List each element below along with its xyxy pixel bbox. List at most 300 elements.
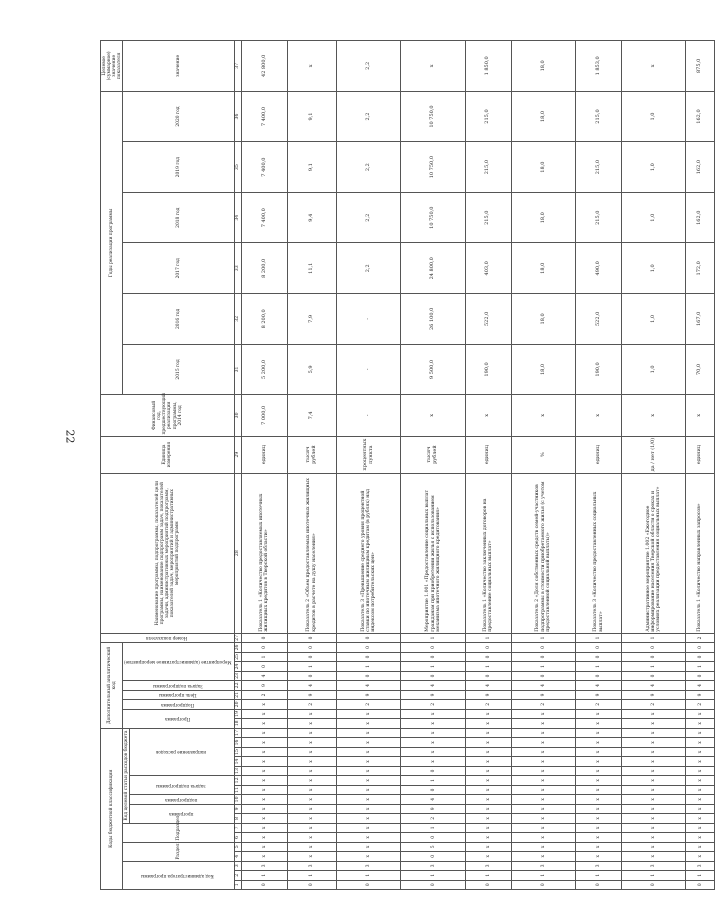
year-value: 5,9 bbox=[287, 344, 336, 395]
code-cell: x bbox=[287, 709, 336, 718]
code-cell: 9 bbox=[401, 804, 466, 813]
year-value: 522,0 bbox=[466, 294, 512, 345]
year-value: 10 750,0 bbox=[401, 192, 466, 243]
code-cell: 0 bbox=[621, 671, 686, 680]
code-cell: x bbox=[511, 823, 576, 832]
code-cell: x bbox=[576, 833, 622, 842]
code-cell: x bbox=[621, 757, 686, 766]
podprogramma-header: подпрограмма bbox=[130, 795, 235, 804]
code-cell: x bbox=[401, 747, 466, 756]
code-cell: 0 bbox=[287, 652, 336, 661]
code-cell: 1 bbox=[466, 662, 512, 671]
code-cell: 0 bbox=[401, 643, 466, 653]
column-number: 14 bbox=[235, 758, 241, 765]
year-value: 167,0 bbox=[686, 294, 714, 345]
znachenie-header: значение bbox=[123, 41, 235, 92]
year-value: 875,0 bbox=[686, 41, 714, 92]
table-row bbox=[401, 41, 466, 890]
year-value: 70,0 bbox=[686, 344, 714, 395]
fin-year-value: x bbox=[576, 395, 622, 436]
code-cell: x bbox=[576, 842, 622, 851]
indicator-name: Показатель 2 «Доля собственных средств семей-участников подпрограммы в стоимости приобретаемого жилья (с учетом предоставленной социальной выплаты)» bbox=[511, 473, 576, 633]
year-value: 215,0 bbox=[576, 192, 622, 243]
code-cell: x bbox=[686, 852, 714, 861]
code-cell: x bbox=[336, 728, 401, 738]
code-cell: 1 bbox=[576, 662, 622, 671]
code-cell: x bbox=[511, 776, 576, 785]
fin-year-value: x bbox=[511, 395, 576, 436]
budget-codes-header: Коды бюджетной классификации bbox=[101, 728, 123, 889]
code-cell: 9 bbox=[287, 690, 336, 699]
column-number: 30 bbox=[234, 395, 241, 436]
code-cell: x bbox=[576, 728, 622, 738]
code-cell: x bbox=[401, 757, 466, 766]
fin-year-value: - bbox=[336, 395, 401, 436]
code-cell: 0 bbox=[621, 880, 686, 889]
napravlenie-header: направление расходов bbox=[130, 728, 235, 776]
year-value: 18,0 bbox=[511, 344, 576, 395]
code-cell: x bbox=[287, 852, 336, 861]
year-value: 18,0 bbox=[511, 192, 576, 243]
code-cell: 5 bbox=[401, 842, 466, 851]
code-cell: 0 bbox=[336, 880, 401, 889]
code-cell: x bbox=[511, 804, 576, 813]
code-cell: 2 bbox=[401, 814, 466, 823]
fin-year-value: x bbox=[401, 395, 466, 436]
code-cell: x bbox=[287, 757, 336, 766]
code-cell: x bbox=[511, 757, 576, 766]
code-cell: x bbox=[242, 833, 288, 842]
code-cell: x bbox=[336, 766, 401, 775]
code-cell: x bbox=[242, 804, 288, 813]
code-cell: x bbox=[511, 766, 576, 775]
code-cell: x bbox=[576, 852, 622, 861]
code-cell: x bbox=[621, 776, 686, 785]
code-cell: x bbox=[336, 738, 401, 747]
code-cell: x bbox=[686, 776, 714, 785]
code-cell: 3 bbox=[287, 861, 336, 870]
code-cell: x bbox=[466, 728, 512, 738]
code-cell: x bbox=[242, 766, 288, 775]
code-cell: 0 bbox=[686, 643, 714, 653]
code-cell: x bbox=[336, 776, 401, 785]
code-cell: x bbox=[621, 833, 686, 842]
code-cell: x bbox=[621, 719, 686, 728]
indicator-name: Мероприятие 1.001 «Предоставление социальных выплат гражданам при приобретении жилья с использованием механизма ипотечного жилищного кредитования» bbox=[401, 473, 466, 633]
year-value: 215,0 bbox=[466, 91, 512, 142]
code-cell: x bbox=[621, 785, 686, 794]
indicator-name: Показатель 3 «Количество предоставленных социальных выплат» bbox=[576, 473, 622, 633]
code-cell: x bbox=[621, 795, 686, 804]
code-cell: 2 bbox=[621, 700, 686, 709]
code-cell: 3 bbox=[336, 861, 401, 870]
code-cell: x bbox=[287, 842, 336, 851]
code-cell: 2 bbox=[576, 700, 622, 709]
code-cell: x bbox=[511, 738, 576, 747]
code-cell: x bbox=[466, 766, 512, 775]
year-value: - bbox=[336, 294, 401, 345]
column-number: 37 bbox=[234, 41, 241, 92]
code-cell: x bbox=[621, 852, 686, 861]
unit-cell: единиц bbox=[242, 436, 288, 473]
code-cell: x bbox=[686, 823, 714, 832]
indicator-name: Показатель 3 «Превышение среднего уровня процентной ставки по ипотечным жилищным кредитам (в рублях) над индексом потребительских цен» bbox=[336, 473, 401, 633]
column-number: 36 bbox=[234, 91, 241, 142]
code-cell: 3 bbox=[466, 861, 512, 870]
year-value: 18,0 bbox=[511, 41, 576, 92]
unit-cell: единиц bbox=[576, 436, 622, 473]
code-cell: 0 bbox=[621, 643, 686, 653]
code-cell: 0 bbox=[242, 633, 288, 642]
year-value: 2,2 bbox=[336, 192, 401, 243]
code-cell: x bbox=[621, 823, 686, 832]
code-cell: x bbox=[686, 814, 714, 823]
year-value: 9,1 bbox=[287, 142, 336, 193]
year-value: 403,0 bbox=[466, 243, 512, 294]
code-cell: x bbox=[511, 814, 576, 823]
code-cell: x bbox=[242, 842, 288, 851]
code-cell: x bbox=[401, 728, 466, 738]
code-cell: 1 bbox=[336, 871, 401, 880]
code-cell: 0 bbox=[336, 671, 401, 680]
code-cell: 0 bbox=[466, 643, 512, 653]
code-cell: x bbox=[336, 709, 401, 718]
header-row-1 bbox=[101, 41, 123, 890]
year-value: x bbox=[621, 41, 686, 92]
code-cell: 1 bbox=[466, 871, 512, 880]
code-cell: x bbox=[242, 814, 288, 823]
column-number: 31 bbox=[234, 344, 241, 395]
code-cell: x bbox=[686, 747, 714, 756]
year-value: 9,4 bbox=[287, 192, 336, 243]
column-number: 13 bbox=[235, 768, 241, 774]
column-number: 26 bbox=[235, 644, 241, 651]
code-cell: x bbox=[576, 795, 622, 804]
table-row bbox=[511, 41, 576, 890]
code-cell: x bbox=[287, 814, 336, 823]
code-cell: x bbox=[242, 728, 288, 738]
code-cell: x bbox=[686, 795, 714, 804]
code-cell: x bbox=[287, 738, 336, 747]
code-cell: 1 bbox=[401, 823, 466, 832]
year-value: 190,0 bbox=[576, 344, 622, 395]
code-cell: 0 bbox=[336, 643, 401, 653]
code-cell: x bbox=[686, 785, 714, 794]
table-row bbox=[242, 41, 288, 890]
code-cell: x bbox=[287, 795, 336, 804]
code-cell: x bbox=[576, 823, 622, 832]
code-cell: x bbox=[511, 785, 576, 794]
year-value: 24 800,0 bbox=[401, 243, 466, 294]
year-value: 7 400,0 bbox=[242, 91, 288, 142]
year-value: 1 853,0 bbox=[576, 41, 622, 92]
column-number: 34 bbox=[234, 192, 241, 243]
fin-year-header: Финансовый год, предшествующий реализации программы, 2014 год bbox=[101, 395, 235, 436]
code-cell: 2 bbox=[686, 700, 714, 709]
code-cell: x bbox=[621, 738, 686, 747]
indicators-table bbox=[100, 40, 715, 890]
year-value: 2,2 bbox=[336, 91, 401, 142]
code-cell: 0 bbox=[401, 880, 466, 889]
code-cell: x bbox=[466, 719, 512, 728]
code-cell: 1 bbox=[401, 871, 466, 880]
code-cell: 0 bbox=[287, 633, 336, 642]
code-cell: x bbox=[686, 804, 714, 813]
code-cell: x bbox=[287, 728, 336, 738]
code-cell: x bbox=[511, 842, 576, 851]
unit-cell: тысяч рублей bbox=[401, 436, 466, 473]
code-cell: 0 bbox=[401, 652, 466, 661]
code-cell: x bbox=[621, 728, 686, 738]
year-value: 162,0 bbox=[686, 142, 714, 193]
indicator-number-header: Номер показателя bbox=[101, 633, 235, 642]
code-cell: x bbox=[576, 814, 622, 823]
code-cell: 1 bbox=[686, 662, 714, 671]
column-number: 9 bbox=[234, 804, 241, 813]
code-cell: x bbox=[242, 776, 288, 785]
code-cell: 1 bbox=[576, 871, 622, 880]
code-cell: 1 bbox=[686, 871, 714, 880]
code-cell: x bbox=[466, 709, 512, 718]
code-cell: x bbox=[242, 757, 288, 766]
code-cell: 1 bbox=[511, 633, 576, 642]
code-cell: 0 bbox=[287, 671, 336, 680]
year-value: 18,0 bbox=[511, 142, 576, 193]
code-cell: 1 bbox=[621, 633, 686, 642]
code-cell: x bbox=[466, 833, 512, 842]
code-cell: 0 bbox=[336, 633, 401, 642]
code-cell: 0 bbox=[511, 652, 576, 661]
code-cell: x bbox=[336, 747, 401, 756]
code-cell: x bbox=[242, 700, 288, 709]
code-cell: x bbox=[511, 833, 576, 842]
year-value: 8 200,0 bbox=[242, 243, 288, 294]
code-cell: x bbox=[686, 728, 714, 738]
code-cell: x bbox=[576, 757, 622, 766]
code-cell: x bbox=[511, 709, 576, 718]
code-cell: 2 bbox=[401, 700, 466, 709]
code-cell: 0 bbox=[242, 880, 288, 889]
code-cell: 4 bbox=[401, 795, 466, 804]
code-cell: x bbox=[466, 795, 512, 804]
code-cell: 4 bbox=[401, 681, 466, 690]
y2019-header: 2019 год bbox=[123, 142, 235, 193]
column-number: 21 bbox=[235, 691, 241, 698]
code-cell: x bbox=[621, 709, 686, 718]
code-cell: x bbox=[686, 709, 714, 718]
code-cell: x bbox=[576, 776, 622, 785]
target-header: Целевое (суммарное) значение показателя bbox=[101, 41, 123, 92]
code-cell: 0 bbox=[576, 671, 622, 680]
code-cell: x bbox=[287, 785, 336, 794]
unit-cell: тысяч рублей bbox=[287, 436, 336, 473]
code-cell: x bbox=[466, 738, 512, 747]
code-cell: x bbox=[686, 842, 714, 851]
zad-header: Задача подпрограммы bbox=[123, 681, 235, 690]
code-cell: 0 bbox=[621, 652, 686, 661]
code-cell: 1 bbox=[401, 776, 466, 785]
code-cell: 3 bbox=[576, 861, 622, 870]
code-cell: x bbox=[242, 785, 288, 794]
name-header: Наименование программы, подпрограммы, показателей цели программы, наименование подпрограмм задач, показателей задачи, административных мероприятий подпрограмм, показателей задач, мероприятий и административных мероприятий подпрограмм bbox=[101, 473, 235, 633]
column-number: 8 bbox=[234, 814, 241, 823]
year-value: 26 100,0 bbox=[401, 294, 466, 345]
code-cell: 0 bbox=[576, 643, 622, 653]
code-cell: x bbox=[336, 833, 401, 842]
code-cell: x bbox=[686, 766, 714, 775]
code-cell: x bbox=[621, 804, 686, 813]
code-cell: 0 bbox=[511, 643, 576, 653]
code-cell: 0 bbox=[242, 643, 288, 653]
year-value: 2,2 bbox=[336, 243, 401, 294]
table-row bbox=[287, 41, 336, 890]
code-cell: 0 bbox=[576, 652, 622, 661]
code-cell: x bbox=[466, 823, 512, 832]
code-cell: x bbox=[336, 842, 401, 851]
code-cell: 0 bbox=[287, 643, 336, 653]
table-row bbox=[576, 41, 622, 890]
code-cell: 2 bbox=[336, 700, 401, 709]
unit-cell: % bbox=[511, 436, 576, 473]
code-cell: 1 bbox=[242, 871, 288, 880]
code-cell: 0 bbox=[686, 652, 714, 661]
column-number: 11 bbox=[235, 786, 241, 793]
code-cell: x bbox=[242, 823, 288, 832]
column-number: 4 bbox=[234, 852, 241, 861]
year-value: 9 500,0 bbox=[401, 344, 466, 395]
code-cell: 2 bbox=[511, 700, 576, 709]
code-cell: 9 bbox=[466, 690, 512, 699]
code-cell: 3 bbox=[621, 861, 686, 870]
y2016-header: 2016 год bbox=[123, 294, 235, 345]
code-cell: x bbox=[287, 766, 336, 775]
year-value: 7 400,0 bbox=[242, 142, 288, 193]
code-cell: x bbox=[401, 719, 466, 728]
code-cell: 1 bbox=[401, 662, 466, 671]
column-number: 12 bbox=[235, 777, 241, 784]
code-cell: x bbox=[686, 833, 714, 842]
page-number: 22 bbox=[63, 429, 77, 444]
code-cell: x bbox=[511, 747, 576, 756]
code-cell: x bbox=[287, 833, 336, 842]
column-number: 32 bbox=[234, 294, 241, 345]
code-cell: 2 bbox=[466, 700, 512, 709]
code-cell: 0 bbox=[466, 652, 512, 661]
fin-year-value: x bbox=[466, 395, 512, 436]
code-cell: x bbox=[336, 719, 401, 728]
year-value: 18,0 bbox=[511, 243, 576, 294]
y2015-header: 2015 год bbox=[123, 344, 235, 395]
column-number: 28 bbox=[234, 473, 241, 633]
code-cell: 9 bbox=[242, 681, 288, 690]
code-cell: 0 bbox=[401, 766, 466, 775]
unit-cell: процентных пункта bbox=[336, 436, 401, 473]
code-cell: 3 bbox=[242, 861, 288, 870]
code-cell: x bbox=[336, 795, 401, 804]
code-cell: 4 bbox=[242, 671, 288, 680]
year-value: 10 750,0 bbox=[401, 142, 466, 193]
kcsr-header: Код целевой статьи расходов бюджета bbox=[123, 728, 130, 823]
code-cell: x bbox=[336, 852, 401, 861]
year-value: 7,9 bbox=[287, 294, 336, 345]
unit-cell: да / нет (1/0) bbox=[621, 436, 686, 473]
code-cell: 9 bbox=[621, 690, 686, 699]
code-cell: x bbox=[336, 823, 401, 832]
y2020-header: 2020 год bbox=[123, 91, 235, 142]
year-value: 1,0 bbox=[621, 243, 686, 294]
code-cell: x bbox=[576, 766, 622, 775]
code-cell: x bbox=[287, 823, 336, 832]
code-cell: 4 bbox=[621, 681, 686, 690]
year-value: x bbox=[401, 41, 466, 92]
code-cell: 9 bbox=[576, 690, 622, 699]
code-cell: x bbox=[336, 814, 401, 823]
code-cell: 0 bbox=[686, 671, 714, 680]
column-number: 16 bbox=[235, 739, 241, 746]
indicator-name: Показатель 2 «Объем предоставляемых ипотечных жилищных кредитов в расчете на душу населения» bbox=[287, 473, 336, 633]
prog-header: Программа bbox=[123, 709, 235, 728]
code-cell: x bbox=[686, 757, 714, 766]
programma-header: программа bbox=[130, 804, 235, 823]
razdel-header: Раздел bbox=[123, 842, 235, 861]
year-value: 172,0 bbox=[686, 243, 714, 294]
code-cell: 1 bbox=[511, 662, 576, 671]
column-number: 25 bbox=[235, 654, 241, 660]
column-number: 33 bbox=[234, 243, 241, 294]
code-cell: x bbox=[336, 757, 401, 766]
unit-cell: единиц bbox=[466, 436, 512, 473]
code-cell: x bbox=[576, 719, 622, 728]
code-cell: 2 bbox=[287, 700, 336, 709]
year-value: 2,2 bbox=[336, 142, 401, 193]
column-number: 20 bbox=[235, 701, 241, 708]
code-cell: x bbox=[401, 709, 466, 718]
code-cell: x bbox=[466, 804, 512, 813]
year-value: 522,0 bbox=[576, 294, 622, 345]
code-cell: x bbox=[621, 747, 686, 756]
code-cell: 0 bbox=[576, 880, 622, 889]
code-cell: 0 bbox=[466, 671, 512, 680]
year-value: 490,0 bbox=[576, 243, 622, 294]
cel-header: Цель программы bbox=[123, 690, 235, 699]
code-cell: x bbox=[686, 738, 714, 747]
code-cell: 9 bbox=[336, 690, 401, 699]
code-cell: 1 bbox=[621, 871, 686, 880]
column-number: 17 bbox=[235, 730, 241, 736]
code-cell: 4 bbox=[466, 681, 512, 690]
code-cell: x bbox=[287, 747, 336, 756]
year-value: 11,1 bbox=[287, 243, 336, 294]
zadacha-header: задача подпрограммы bbox=[130, 776, 235, 795]
y2017-header: 2017 год bbox=[123, 243, 235, 294]
code-cell: x bbox=[511, 719, 576, 728]
code-cell: x bbox=[466, 747, 512, 756]
year-value: 42 800,0 bbox=[242, 41, 288, 92]
year-value: 215,0 bbox=[576, 91, 622, 142]
year-value: 8 200,0 bbox=[242, 294, 288, 345]
table-row bbox=[466, 41, 512, 890]
year-value: 18,0 bbox=[511, 91, 576, 142]
column-number: 29 bbox=[234, 436, 241, 473]
code-cell: x bbox=[621, 842, 686, 851]
column-number: 24 bbox=[235, 663, 241, 670]
y2018-header: 2018 год bbox=[123, 192, 235, 243]
indicator-name: Административное мероприятие 1.002 «Ежегодное информирование населения Тверской области о сроках и условиях реализации предоставления социальных выплат» bbox=[621, 473, 686, 633]
code-cell: x bbox=[576, 738, 622, 747]
fin-year-value: x bbox=[621, 395, 686, 436]
code-cell: 9 bbox=[511, 690, 576, 699]
code-cell: x bbox=[336, 785, 401, 794]
